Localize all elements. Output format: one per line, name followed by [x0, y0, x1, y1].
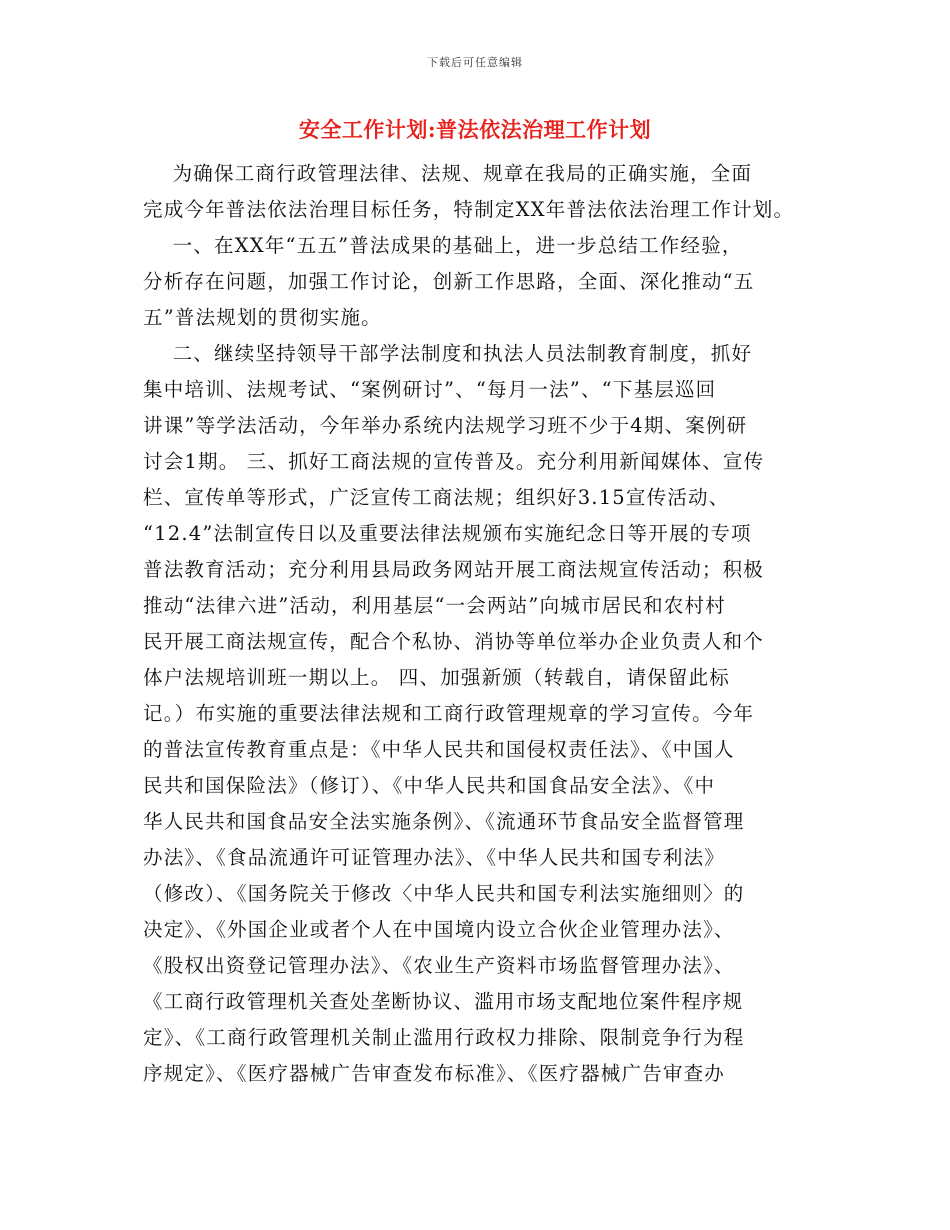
text-line: 完成今年普法依法治理目标任务，特制定XX年普法依法治理工作计划。 [143, 198, 795, 221]
text-line: 《股权出资登记管理办法》、《农业生产资料市场监督管理办法》、 [143, 954, 735, 977]
text-line: （修改）、《国务院关于修改〈中华人民共和国专利法实施细则〉的 [143, 882, 745, 905]
text-line: 分析存在问题，加强工作讨论，创新工作思路，全面、深化推动“五 [143, 270, 755, 293]
text-line: 一、在XX年“五五”普法成果的基础上，进一步总结工作经验， [143, 234, 743, 257]
text-line: 《工商行政管理机关查处垄断协议、滥用市场支配地位案件程序规 [143, 990, 744, 1013]
text-line: 记。）布实施的重要法律法规和工商行政管理规章的学习宣传。今年 [143, 702, 755, 725]
text-line: 的普法宣传教育重点是：《中华人民共和国侵权责任法》、《中国人 [143, 738, 735, 761]
page-title: 安全工作计划:普法依法治理工作计划 [298, 117, 652, 142]
text-line: 集中培训、法规考试、“案例研讨”、“每月一法”、“下基层巡回 [143, 378, 717, 401]
text-line: 民共和国保险法》（修订）、《中华人民共和国食品安全法》、《中 [143, 774, 716, 797]
text-line: 讨会1期。 三、抓好工商法规的宣传普及。充分利用新闻媒体、宣传 [143, 450, 765, 473]
text-line: 华人民共和国食品安全法实施条例》、《流通环节食品安全监督管理 [143, 810, 745, 833]
text-line: 五”普法规划的贯彻实施。 [143, 306, 382, 329]
text-line: 二、继续坚持领导干部学法制度和执法人员法制教育制度，抓好 [143, 342, 753, 365]
text-line: 普法教育活动；充分利用县局政务网站开展工商法规宣传活动；积极 [143, 558, 765, 581]
text-line: 决定》、《外国企业或者个人在中国境内设立合伙企业管理办法》、 [143, 918, 735, 941]
text-line: 推动“法律六进”活动，利用基层“一会两站”向城市居民和农村村 [143, 594, 726, 617]
text-line: 民开展工商法规宣传，配合个私协、消协等单位举办企业负责人和个 [143, 630, 765, 653]
text-line: 体户法规培训班一期以上。 四、加强新颁（转载自，请保留此标 [143, 666, 730, 689]
text-line: 办法》、《食品流通许可证管理办法》、《中华人民共和国专利法》 [143, 846, 726, 869]
text-line: 定》、《工商行政管理机关制止滥用行政权力排除、限制竞争行为程 [143, 1026, 745, 1049]
header-note: 下载后可任意编辑 [427, 56, 523, 69]
text-line: 序规定》、《医疗器械广告审查发布标准》、《医疗器械广告审查办 [143, 1062, 726, 1085]
text-line: 栏、宣传单等形式，广泛宣传工商法规；组织好3.15宣传活动、 [143, 486, 730, 509]
text-line: 讲课”等学法活动，今年举办系统内法规学习班不少于4期、案例研 [143, 414, 748, 437]
text-line: 为确保工商行政管理法律、法规、规章在我局的正确实施，全面 [143, 162, 753, 185]
text-line: “12.4”法制宣传日以及重要法律法规颁布实施纪念日等开展的专项 [143, 522, 752, 545]
